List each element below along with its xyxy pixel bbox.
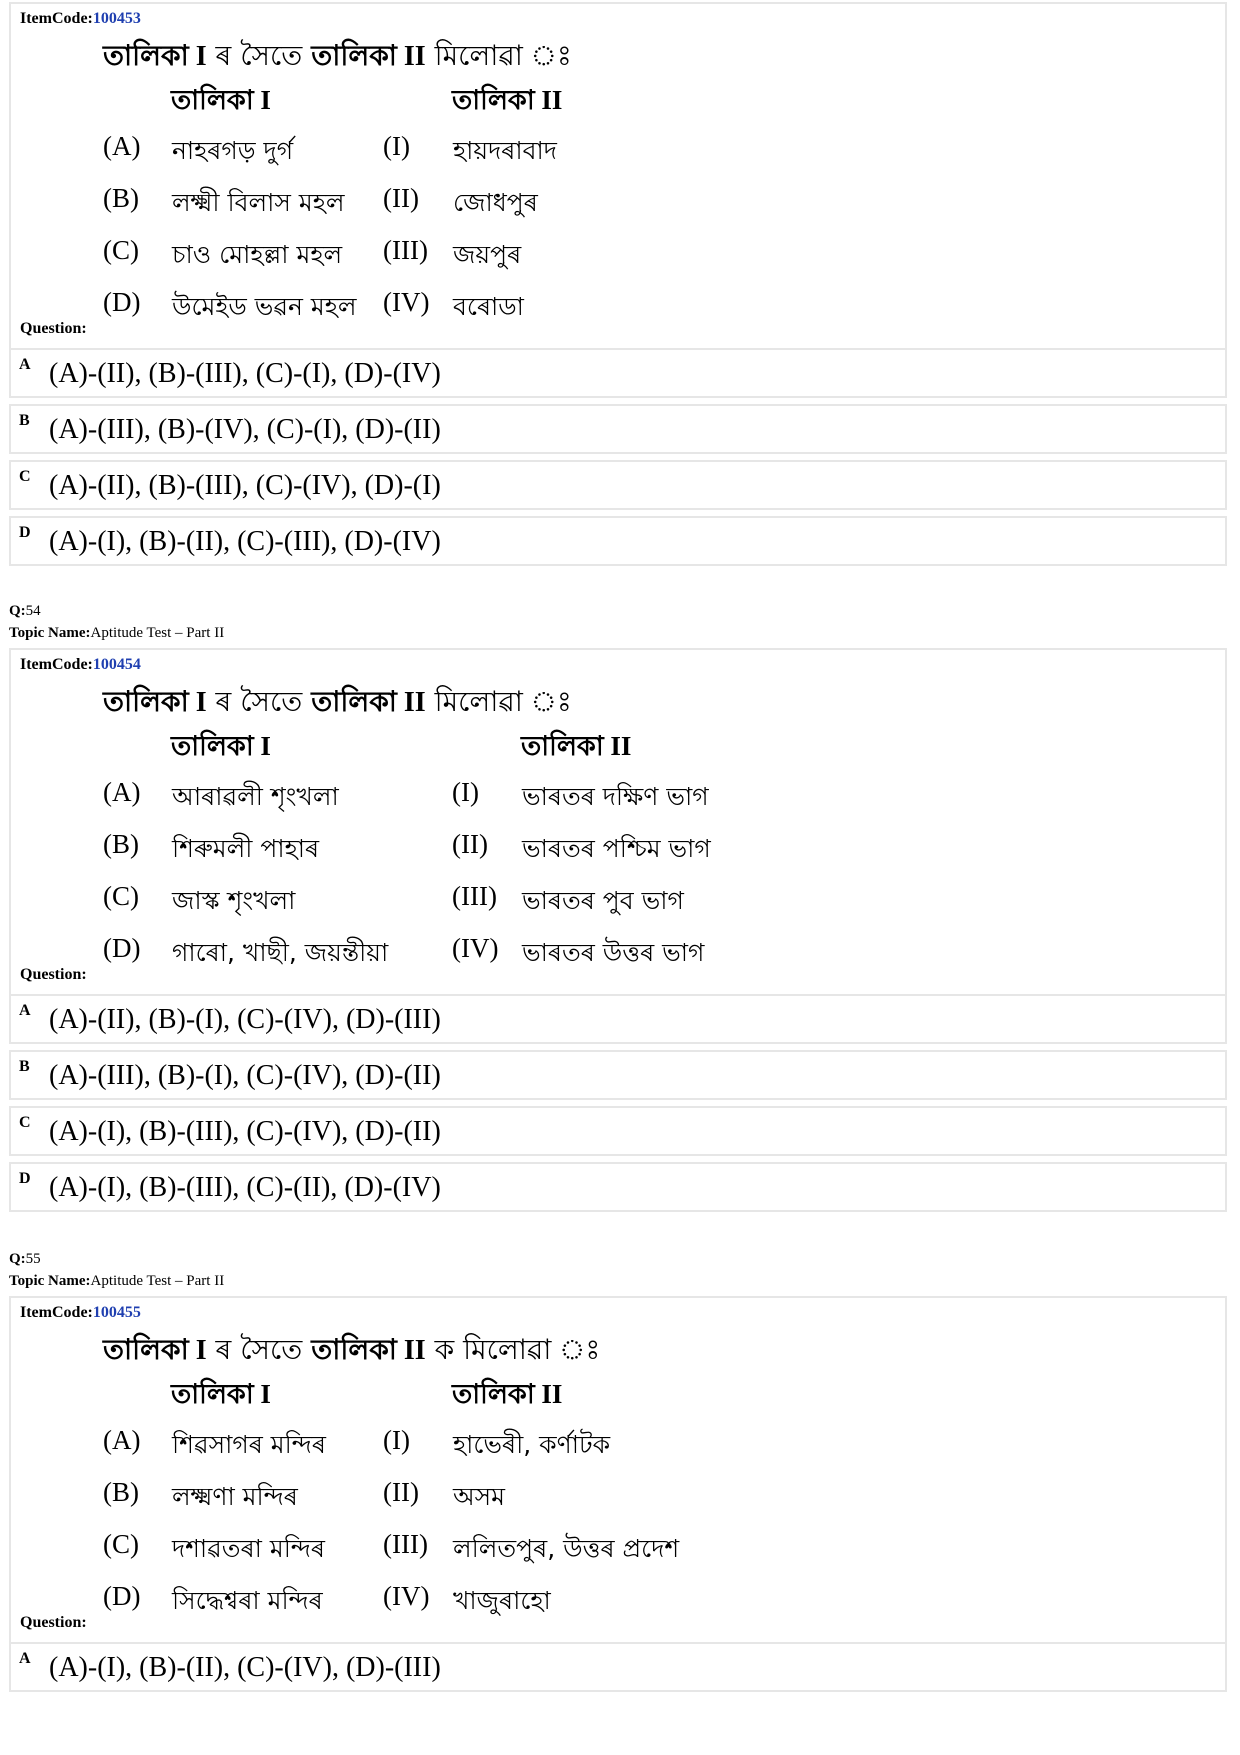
option-letter: A bbox=[19, 356, 31, 373]
item-code: ItemCode:100453 bbox=[20, 10, 141, 27]
row-label: (B) bbox=[103, 1477, 139, 1507]
question-title: তালিকা I ৰ সৈতে তালিকা II ক মিলোৱা ঃ bbox=[103, 1333, 601, 1366]
row-roman: (I) bbox=[383, 131, 410, 161]
question-number: Q:55 bbox=[9, 1251, 41, 1267]
question-box bbox=[9, 648, 1227, 994]
option-letter: D bbox=[19, 1170, 31, 1187]
item-code: ItemCode:100455 bbox=[20, 1304, 141, 1321]
row-roman: (III) bbox=[383, 1529, 428, 1559]
item-code-value: 100453 bbox=[92, 10, 141, 27]
question-title: তালিকা I ৰ সৈতে তালিকা II মিলোৱা ঃ bbox=[103, 685, 572, 718]
row-label: (A) bbox=[103, 1425, 141, 1455]
item-code-value: 100454 bbox=[92, 656, 141, 673]
row-match: হাভেৰী, কৰ্ণাটক bbox=[453, 1430, 611, 1459]
question-title: তালিকা I ৰ সৈতে তালিকা II মিলোৱা ঃ bbox=[103, 39, 572, 72]
option-text: (A)-(I), (B)-(III), (C)-(IV), (D)-(II) bbox=[49, 1116, 441, 1147]
row-match: অসম bbox=[453, 1482, 506, 1511]
option-d[interactable] bbox=[9, 516, 1227, 566]
option-letter: C bbox=[19, 1114, 31, 1131]
row-match: ভাৰতৰ দক্ষিণ ভাগ bbox=[522, 782, 709, 811]
question-label: Question: bbox=[20, 320, 87, 337]
option-text: (A)-(III), (B)-(I), (C)-(IV), (D)-(II) bbox=[49, 1060, 441, 1091]
row-roman: (IV) bbox=[383, 287, 430, 317]
question-box bbox=[9, 2, 1227, 348]
row-item: শিৰুমলী পাহাৰ bbox=[172, 834, 320, 863]
option-a[interactable] bbox=[9, 994, 1227, 1044]
row-item: সিদ্ধেশ্বৰা মন্দিৰ bbox=[172, 1586, 323, 1615]
row-item: লক্ষ্মী বিলাস মহল bbox=[172, 188, 345, 217]
question-label: Question: bbox=[20, 1614, 87, 1631]
option-letter: C bbox=[19, 468, 31, 485]
row-label: (D) bbox=[103, 933, 141, 963]
row-roman: (II) bbox=[383, 183, 419, 213]
row-label: (C) bbox=[103, 235, 139, 265]
option-letter: A bbox=[19, 1650, 31, 1667]
row-roman: (III) bbox=[452, 881, 497, 911]
option-text: (A)-(II), (B)-(I), (C)-(IV), (D)-(III) bbox=[49, 1004, 441, 1035]
list1-header: তালিকা I bbox=[171, 731, 271, 762]
row-item: আৰাৱলী শৃংখলা bbox=[172, 782, 339, 811]
row-label: (C) bbox=[103, 881, 139, 911]
option-d[interactable] bbox=[9, 1162, 1227, 1212]
list2-header: তালিকা II bbox=[452, 85, 563, 116]
list2-header: তালিকা II bbox=[452, 1379, 563, 1410]
option-a[interactable] bbox=[9, 1642, 1227, 1692]
row-label: (A) bbox=[103, 777, 141, 807]
option-c[interactable] bbox=[9, 1106, 1227, 1156]
row-label: (B) bbox=[103, 183, 139, 213]
item-code: ItemCode:100454 bbox=[20, 656, 141, 673]
row-roman: (IV) bbox=[383, 1581, 430, 1611]
item-code-value: 100455 bbox=[92, 1304, 141, 1321]
list1-header: তালিকা I bbox=[171, 1379, 271, 1410]
row-match: জোধপুৰ bbox=[453, 188, 538, 217]
question-box bbox=[9, 1296, 1227, 1642]
row-label: (D) bbox=[103, 1581, 141, 1611]
row-label: (A) bbox=[103, 131, 141, 161]
option-text: (A)-(III), (B)-(IV), (C)-(I), (D)-(II) bbox=[49, 414, 441, 445]
topic-name: Topic Name:Aptitude Test – Part II bbox=[9, 625, 225, 641]
row-roman: (I) bbox=[452, 777, 479, 807]
topic-name: Topic Name:Aptitude Test – Part II bbox=[9, 1273, 225, 1289]
row-label: (D) bbox=[103, 287, 141, 317]
row-match: বৰোডা bbox=[453, 292, 524, 321]
option-letter: D bbox=[19, 524, 31, 541]
row-roman: (IV) bbox=[452, 933, 499, 963]
option-text: (A)-(I), (B)-(II), (C)-(III), (D)-(IV) bbox=[49, 526, 441, 557]
option-text: (A)-(II), (B)-(III), (C)-(IV), (D)-(I) bbox=[49, 470, 441, 501]
option-letter: B bbox=[19, 1058, 30, 1075]
question-label: Question: bbox=[20, 966, 87, 983]
row-label: (C) bbox=[103, 1529, 139, 1559]
row-item: দশাৱতৰা মন্দিৰ bbox=[172, 1534, 326, 1563]
row-match: ভাৰতৰ পশ্চিম ভাগ bbox=[522, 834, 711, 863]
row-item: নাহৰগড় দুৰ্গ bbox=[172, 136, 294, 165]
row-roman: (II) bbox=[383, 1477, 419, 1507]
row-label: (B) bbox=[103, 829, 139, 859]
row-roman: (I) bbox=[383, 1425, 410, 1455]
option-text: (A)-(II), (B)-(III), (C)-(I), (D)-(IV) bbox=[49, 358, 441, 389]
option-letter: A bbox=[19, 1002, 31, 1019]
row-match: ললিতপুৰ, উত্তৰ প্ৰদেশ bbox=[453, 1534, 680, 1563]
question-number: Q:54 bbox=[9, 603, 41, 619]
row-item: জাস্ক শৃংখলা bbox=[172, 886, 296, 915]
option-c[interactable] bbox=[9, 460, 1227, 510]
list1-header: তালিকা I bbox=[171, 85, 271, 116]
row-roman: (II) bbox=[452, 829, 488, 859]
list2-header: তালিকা II bbox=[521, 731, 632, 762]
row-match: হায়দৰাবাদ bbox=[453, 136, 557, 165]
row-item: চাও মোহল্লা মহল bbox=[172, 240, 343, 269]
row-match: খাজুৰাহো bbox=[453, 1586, 551, 1615]
row-match: জয়পুৰ bbox=[453, 240, 522, 269]
row-roman: (III) bbox=[383, 235, 428, 265]
row-match: ভাৰতৰ পুব ভাগ bbox=[522, 886, 684, 915]
row-item: গাৰো, খাছী, জয়ন্তীয়া bbox=[172, 938, 389, 967]
option-text: (A)-(I), (B)-(III), (C)-(II), (D)-(IV) bbox=[49, 1172, 441, 1203]
row-item: শিৱসাগৰ মন্দিৰ bbox=[172, 1430, 326, 1459]
option-letter: B bbox=[19, 412, 30, 429]
row-item: লক্ষ্মণা মন্দিৰ bbox=[172, 1482, 298, 1511]
option-b[interactable] bbox=[9, 404, 1227, 454]
row-match: ভাৰতৰ উত্তৰ ভাগ bbox=[522, 938, 705, 967]
option-b[interactable] bbox=[9, 1050, 1227, 1100]
option-text: (A)-(I), (B)-(II), (C)-(IV), (D)-(III) bbox=[49, 1652, 441, 1683]
row-item: উমেইড ভৱন মহল bbox=[172, 292, 357, 321]
option-a[interactable] bbox=[9, 348, 1227, 398]
